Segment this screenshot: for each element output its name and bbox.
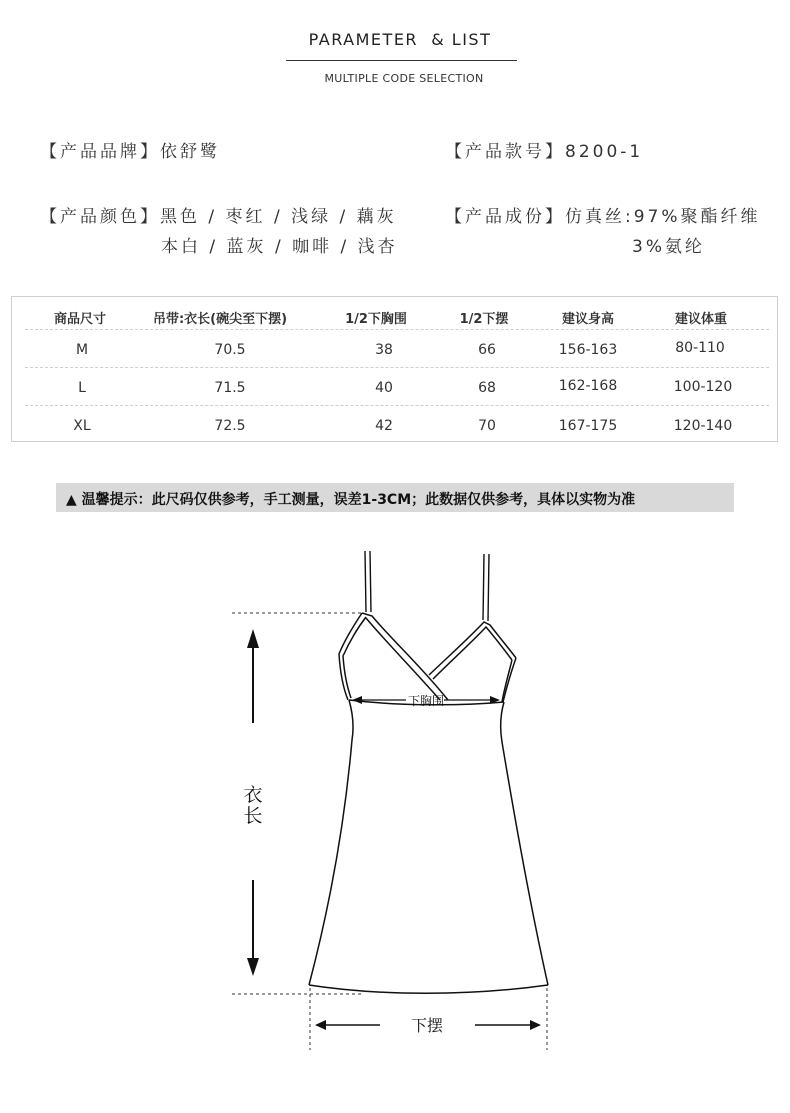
param-brand-label: 【产品品牌】	[40, 142, 160, 162]
table-cell: 162-168	[558, 378, 618, 394]
dress-straps	[365, 551, 489, 621]
param-material-line1: 仿真丝:97%聚酯纤维	[565, 207, 761, 227]
table-cell: 100-120	[673, 379, 733, 395]
param-color-label: 【产品颜色】	[40, 207, 160, 227]
table-cell: 70.5	[214, 342, 246, 358]
table-cell: 72.5	[214, 418, 246, 434]
table-cell: L	[78, 380, 86, 396]
section-title: PARAMETER & LIST	[308, 30, 492, 49]
table-cell: 66	[478, 342, 496, 358]
table-cell: 156-163	[558, 342, 618, 358]
param-material	[445, 202, 761, 227]
table-header-bust: 1/2下胸围	[345, 312, 407, 327]
length-label-1: 衣	[243, 784, 263, 806]
dress-bodice	[339, 613, 516, 705]
table-cell: 71.5	[214, 380, 246, 396]
table-cell: 68	[478, 380, 496, 396]
tip-text: ▲ 温馨提示：此尺码仅供参考，手工测量，误差1-3CM；此数据仅供参考，具体以实物为准	[66, 492, 636, 508]
measure-guides	[232, 613, 547, 1050]
table-divider	[25, 367, 769, 368]
table-cell: 38	[375, 342, 393, 358]
section-subtitle: MULTIPLE CODE SELECTION	[324, 72, 484, 85]
table-cell: 42	[375, 418, 393, 434]
table-cell: 120-140	[673, 418, 733, 434]
table-header-size: 商品尺寸	[53, 312, 106, 327]
table-cell: 40	[375, 380, 393, 396]
table-cell: 80-110	[675, 340, 725, 356]
param-brand	[40, 137, 220, 162]
table-header-length: 吊带:衣长(碗尖至下摆)	[152, 312, 288, 327]
table-divider	[25, 405, 769, 406]
table-cell: 70	[478, 418, 496, 434]
param-brand-value: 依舒鹭	[160, 142, 220, 162]
table-cell: 167-175	[558, 418, 618, 434]
length-label-2: 长	[243, 805, 263, 827]
hem-label: 下摆	[410, 1016, 444, 1035]
param-model-value: 8200-1	[565, 142, 644, 162]
table-header-weight: 建议体重	[674, 312, 727, 327]
dress-skirt	[309, 700, 548, 993]
param-color	[40, 202, 397, 227]
table-divider	[25, 329, 769, 330]
table-cell: XL	[73, 418, 91, 434]
table-cell: M	[75, 342, 89, 358]
title-underline	[286, 60, 517, 61]
param-model	[445, 137, 643, 162]
param-material-label: 【产品成份】	[445, 207, 565, 227]
table-header-hem: 1/2下摆	[459, 312, 509, 327]
dress-diagram	[0, 540, 790, 1060]
param-color-line2: 本白 / 蓝灰 / 咖啡 / 浅杏	[161, 237, 398, 257]
table-header-height: 建议身高	[561, 312, 614, 327]
bust-label: 下胸围	[407, 694, 445, 708]
param-material-line2: 3%氨纶	[632, 237, 705, 257]
param-model-label: 【产品款号】	[445, 142, 565, 162]
param-color-line1: 黑色 / 枣红 / 浅绿 / 藕灰	[160, 207, 397, 227]
